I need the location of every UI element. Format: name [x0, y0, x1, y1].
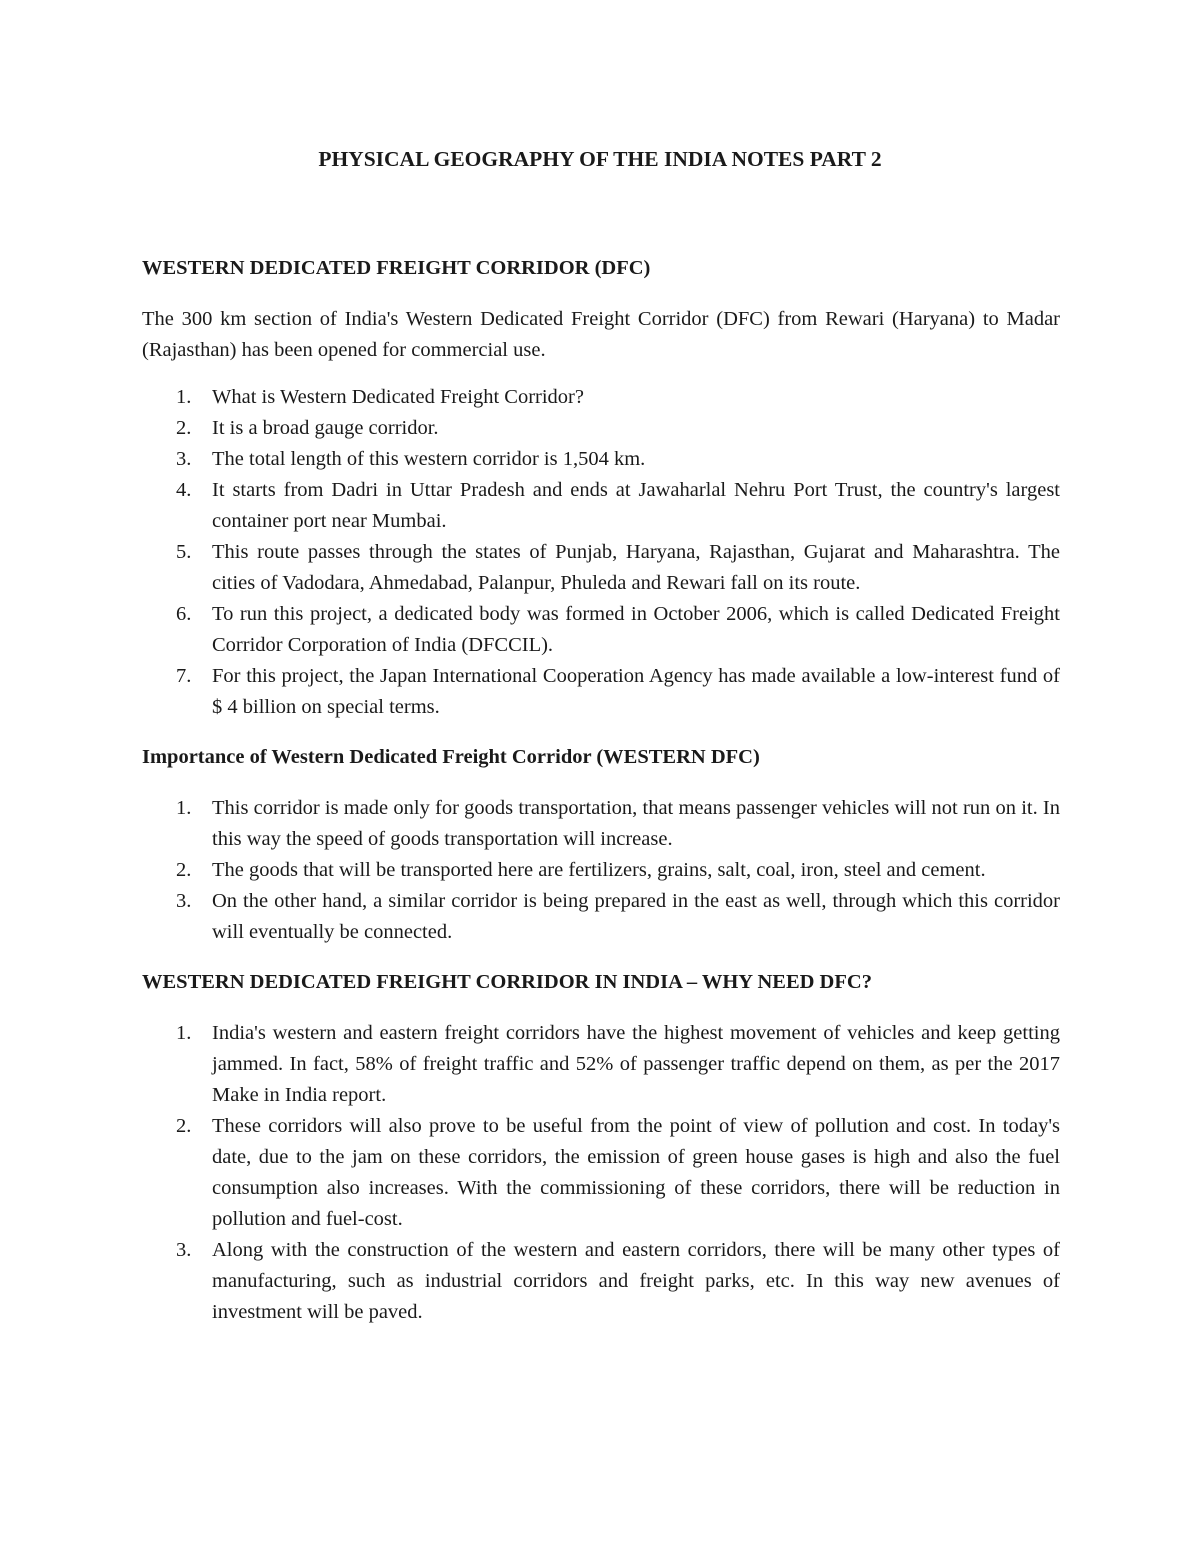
list-item-text: Along with the construction of the western and eastern corridors, there will be many other types of manufacturing, such as industrial corridors and freight parks, etc. In this way new avenues of investment will be paved.: [212, 1239, 1060, 1323]
list-number: 1.: [176, 1022, 192, 1044]
list-item: [142, 599, 1060, 661]
list-item: [142, 475, 1060, 537]
list-item-text: These corridors will also prove to be useful from the point of view of pollution and cost. In today's date, due to the jam on these corridors, the emission of green house gases is high and also the fuel consumption also increases. With the commissioning of these corridors, there will be reduction in pollution and fuel-cost.: [212, 1115, 1060, 1230]
list-item: [142, 661, 1060, 723]
list-number: 7.: [176, 665, 192, 687]
list-number: 2.: [176, 417, 192, 439]
list-number: 4.: [176, 479, 192, 501]
numbered-list: [142, 793, 1060, 948]
list-number: 3.: [176, 890, 192, 912]
list-item-text: This corridor is made only for goods transportation, that means passenger vehicles will not run on it. In this way the speed of goods transportation will increase.: [212, 797, 1060, 850]
list-item: [142, 537, 1060, 599]
list-number: 3.: [176, 1239, 192, 1261]
list-item-text: The total length of this western corridor is 1,504 km.: [212, 448, 646, 470]
list-item-text: It starts from Dadri in Uttar Pradesh and ends at Jawaharlal Nehru Port Trust, the country's largest container port near Mumbai.: [212, 479, 1060, 532]
list-item: [142, 793, 1060, 855]
intro-paragraph: The 300 km section of India's Western Dedicated Freight Corridor (DFC) from Rewari (Haryana) to Madar (Rajasthan) has been opened for commercial use.: [142, 308, 1060, 361]
numbered-list: [142, 1018, 1060, 1328]
document-body: [142, 253, 1060, 1347]
page-title: PHYSICAL GEOGRAPHY OF THE INDIA NOTES PART 2: [318, 147, 882, 171]
list-item: [142, 1018, 1060, 1111]
list-item-text: To run this project, a dedicated body was formed in October 2006, which is called Dedicated Freight Corridor Corporation of India (DFCCIL).: [212, 603, 1060, 656]
list-number: 1.: [176, 797, 192, 819]
list-item-text: It is a broad gauge corridor.: [212, 417, 439, 439]
numbered-list: [142, 382, 1060, 723]
list-item: [142, 382, 1060, 413]
list-item: [142, 886, 1060, 948]
list-number: 5.: [176, 541, 192, 563]
list-item-text: This route passes through the states of Punjab, Haryana, Rajasthan, Gujarat and Maharashtra. The cities of Vadodara, Ahmedabad, Palanpur, Phuleda and Rewari fall on its route.: [212, 541, 1060, 594]
list-item: [142, 1111, 1060, 1235]
list-item: [142, 413, 1060, 444]
list-number: 2.: [176, 1115, 192, 1137]
list-item-text: On the other hand, a similar corridor is being prepared in the east as well, through which this corridor will eventually be connected.: [212, 890, 1060, 943]
list-item-text: For this project, the Japan International Cooperation Agency has made available a low-interest fund of $ 4 billion on special terms.: [212, 665, 1060, 718]
list-number: 2.: [176, 859, 192, 881]
section-why-need-dfc: [142, 967, 1060, 1328]
list-item: [142, 855, 1060, 886]
section-heading: WESTERN DEDICATED FREIGHT CORRIDOR (DFC): [142, 257, 651, 279]
section-heading: WESTERN DEDICATED FREIGHT CORRIDOR IN INDIA – WHY NEED DFC?: [142, 971, 872, 993]
section-heading: Importance of Western Dedicated Freight Corridor (WESTERN DFC): [142, 746, 760, 768]
list-item-text: The goods that will be transported here are fertilizers, grains, salt, coal, iron, steel and cement.: [212, 859, 986, 881]
list-number: 1.: [176, 386, 192, 408]
section-western-dfc: [142, 253, 1060, 723]
list-item: [142, 444, 1060, 475]
list-number: 3.: [176, 448, 192, 470]
list-number: 6.: [176, 603, 192, 625]
list-item-text: India's western and eastern freight corridors have the highest movement of vehicles and keep getting jammed. In fact, 58% of freight traffic and 52% of passenger traffic depend on them, as per the 2017 Make in India report.: [212, 1022, 1060, 1106]
list-item: [142, 1235, 1060, 1328]
section-importance: [142, 742, 1060, 948]
list-item-text: What is Western Dedicated Freight Corridor?: [212, 386, 584, 408]
